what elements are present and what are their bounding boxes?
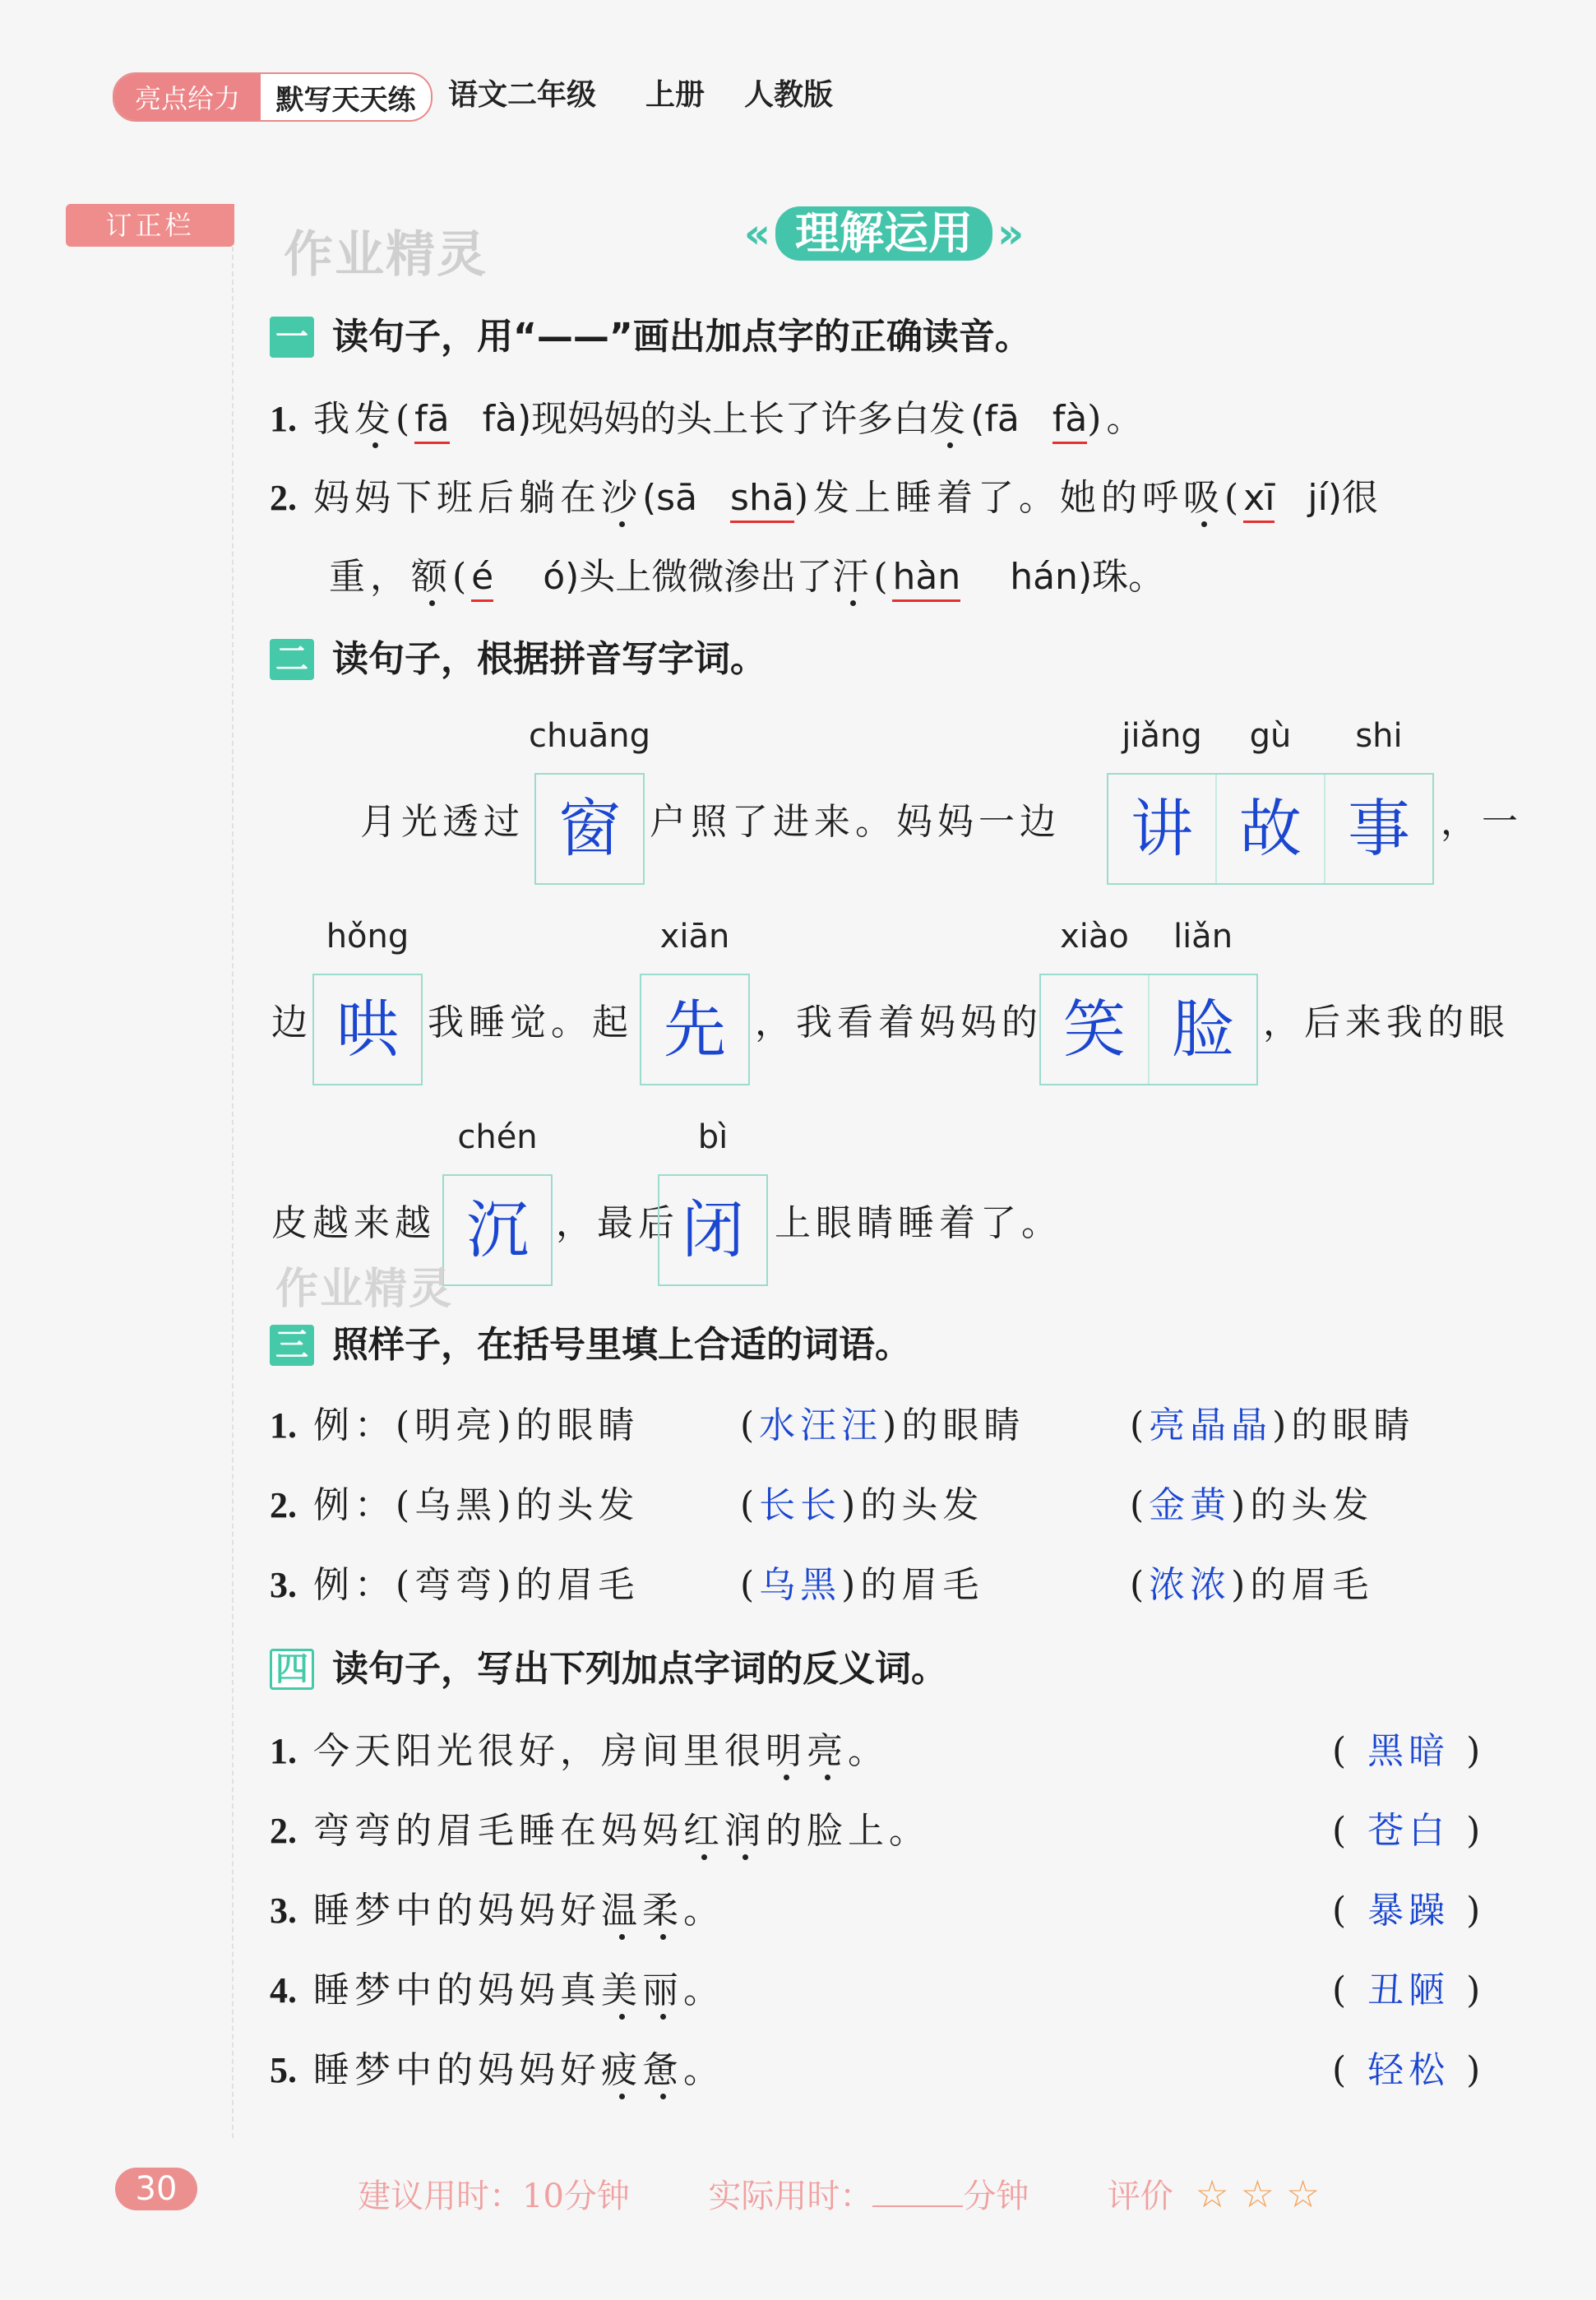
q1-line-3: 重，额(é ó)头上微微渗出了汗(hàn hán)珠。	[329, 553, 1164, 602]
q4-row: 3. 睡梦中的妈妈好温柔。	[270, 1890, 724, 1932]
q2-r2-text: ，后来我的眼	[1263, 1002, 1510, 1044]
page-number: 30	[115, 2168, 197, 2210]
answer-box	[529, 717, 650, 885]
q2-r3-text: 皮越来越	[271, 1202, 436, 1244]
q4-answer: ( 丑陋 )	[1332, 1969, 1486, 2011]
q1-line-2: 2. 妈妈下班后躺在沙(sā shā)发上睡着了。她的呼吸(xī jí)很	[270, 474, 1378, 523]
q3-answer-b: (浓浓)的眉毛	[1130, 1564, 1374, 1606]
answer-text: 金黄	[1149, 1484, 1232, 1526]
question-title: 读句子，根据拼音写字词。	[332, 638, 766, 680]
q2-r1-text: 户照了进来。妈妈一边	[650, 801, 1061, 843]
answer-cell: chuāng 窗	[529, 717, 650, 865]
q2-r2-text: ，我看着妈妈的	[755, 1002, 1043, 1044]
watermark: 作业精灵	[275, 1265, 454, 1314]
series-badge	[113, 72, 433, 122]
left-chevron-icon: «	[743, 210, 770, 257]
answer-underline: fà	[1052, 398, 1087, 444]
question-title: 照样子，在括号里填上合适的词语。	[332, 1324, 911, 1366]
q2-r3-text: ，最后	[556, 1202, 679, 1244]
answer-text: 黑暗	[1367, 1730, 1450, 1772]
answer-box	[658, 1118, 768, 1286]
q4-row: 1. 今天阳光很好，房间里很明亮。	[270, 1730, 889, 1772]
watermark: 作业精灵	[284, 226, 488, 284]
dotted-word: 温柔	[601, 1890, 683, 1932]
q4-answer: ( 黑暗 )	[1332, 1730, 1486, 1772]
dotted-word: 红润	[683, 1810, 766, 1852]
q4-answer: ( 轻松 )	[1332, 2049, 1486, 2091]
answer-underline: é	[471, 556, 493, 602]
q4-row: 2. 弯弯的眉毛睡在妈妈红润的脸上。	[270, 1810, 930, 1852]
answer-cell: xiān 先	[659, 918, 730, 1066]
answer-text: 苍白	[1367, 1810, 1450, 1852]
section-title-text: 理解运用	[775, 206, 992, 261]
star-icon[interactable]: ☆	[1240, 2172, 1274, 2216]
answer-cell: gù 故	[1215, 775, 1324, 883]
dotted-word: 美丽	[601, 1969, 683, 2011]
answer-cell: liǎn 脸	[1148, 975, 1256, 1084]
q3-answer-b: (亮晶晶)的眼睛	[1130, 1405, 1415, 1446]
answer-box	[640, 918, 750, 1085]
answer-text: 亮晶晶	[1149, 1405, 1273, 1446]
brand-name: 亮点给力	[114, 74, 261, 120]
answer-text: 浓浓	[1149, 1564, 1232, 1606]
answer-text: 丑陋	[1367, 1969, 1450, 2011]
question-number: 三	[270, 1325, 314, 1366]
q3-row: 1. 例：(明亮)的眼睛	[270, 1405, 640, 1446]
answer-underline: shā	[730, 477, 794, 523]
rating-label: 评价	[1107, 2177, 1173, 2215]
answer-underline: fā	[414, 398, 449, 444]
suggested-time: 建议用时：10分钟	[358, 2177, 630, 2215]
question-number: 一	[270, 317, 314, 358]
question-number: 四	[270, 1649, 314, 1690]
q1-line-1: 1. 我发(fā fà)现妈妈的头上长了许多白发(fā fà)。	[270, 395, 1147, 444]
question-title: 读句子，写出下列加点字词的反义词。	[332, 1648, 947, 1690]
time-footer	[358, 2169, 1320, 2221]
question-1-header	[270, 312, 1031, 362]
question-3-header	[270, 1321, 911, 1370]
answer-text: 轻松	[1367, 2049, 1450, 2091]
actual-time-label: 实际用时：	[708, 2177, 873, 2215]
section-title	[732, 204, 1036, 263]
q4-answer: ( 暴躁 )	[1332, 1890, 1486, 1932]
answer-cell: shi 事	[1324, 775, 1432, 883]
star-icon[interactable]: ☆	[1286, 2172, 1321, 2216]
answer-text: 暴躁	[1367, 1890, 1450, 1932]
question-number: 二	[270, 639, 314, 680]
answer-cell: xiào 笑	[1060, 918, 1129, 1066]
subject-label: 语文二年级	[448, 78, 597, 112]
q4-row: 4. 睡梦中的妈妈真美丽。	[270, 1969, 724, 2011]
answer-underline: xī	[1243, 477, 1274, 523]
volume-label: 上册	[645, 78, 705, 112]
q3-answer-a: (水汪汪)的眼睛	[740, 1405, 1025, 1446]
answer-underline: hàn	[892, 556, 960, 602]
question-2-header	[270, 635, 766, 684]
actual-time-blank[interactable]	[872, 2205, 963, 2207]
answer-box	[1039, 918, 1258, 1085]
q2-r1-text: ，一	[1441, 801, 1523, 843]
q3-answer-a: (乌黑)的眉毛	[740, 1564, 984, 1606]
q2-r2-text: 我睡觉。起	[428, 1002, 633, 1044]
dotted-word: 明亮	[766, 1730, 848, 1772]
question-4-header	[270, 1645, 947, 1694]
edition-label: 人教版	[744, 78, 834, 112]
dotted-word: 疲惫	[601, 2049, 683, 2091]
answer-text: 乌黑	[759, 1564, 842, 1606]
q3-row: 3. 例：(弯弯)的眉毛	[270, 1564, 640, 1606]
q2-r1-text: 月光透过	[360, 801, 525, 843]
answer-cell: bì 闭	[682, 1118, 744, 1266]
correction-column-label: 订正栏	[66, 204, 234, 247]
series-name: 默写天天练	[275, 83, 416, 117]
answer-cell: hǒng 哄	[326, 918, 409, 1066]
q2-r2-text: 边	[271, 1002, 312, 1044]
answer-text: 水汪汪	[759, 1405, 883, 1446]
answer-cell: jiǎng 讲	[1122, 717, 1202, 865]
q4-row: 5. 睡梦中的妈妈好疲惫。	[270, 2049, 724, 2091]
answer-box	[442, 1118, 553, 1286]
answer-box	[312, 918, 423, 1085]
answer-text: 长长	[759, 1484, 842, 1526]
actual-time-unit: 分钟	[963, 2177, 1029, 2215]
correction-column-divider	[232, 247, 235, 2138]
q3-answer-a: (长长)的头发	[740, 1484, 984, 1526]
right-chevron-icon: »	[997, 210, 1025, 257]
q2-r3-text: 上眼睛睡着了。	[775, 1202, 1062, 1244]
q4-answer: ( 苍白 )	[1332, 1810, 1486, 1852]
question-title: 读句子，用“——”画出加点字的正确读音。	[332, 316, 1031, 358]
answer-cell: chén 沉	[457, 1118, 538, 1266]
answer-box	[1107, 717, 1434, 885]
q3-row: 2. 例：(乌黑)的头发	[270, 1484, 640, 1526]
q3-answer-b: (金黄)的头发	[1130, 1484, 1374, 1526]
star-icon[interactable]: ☆	[1195, 2172, 1229, 2216]
